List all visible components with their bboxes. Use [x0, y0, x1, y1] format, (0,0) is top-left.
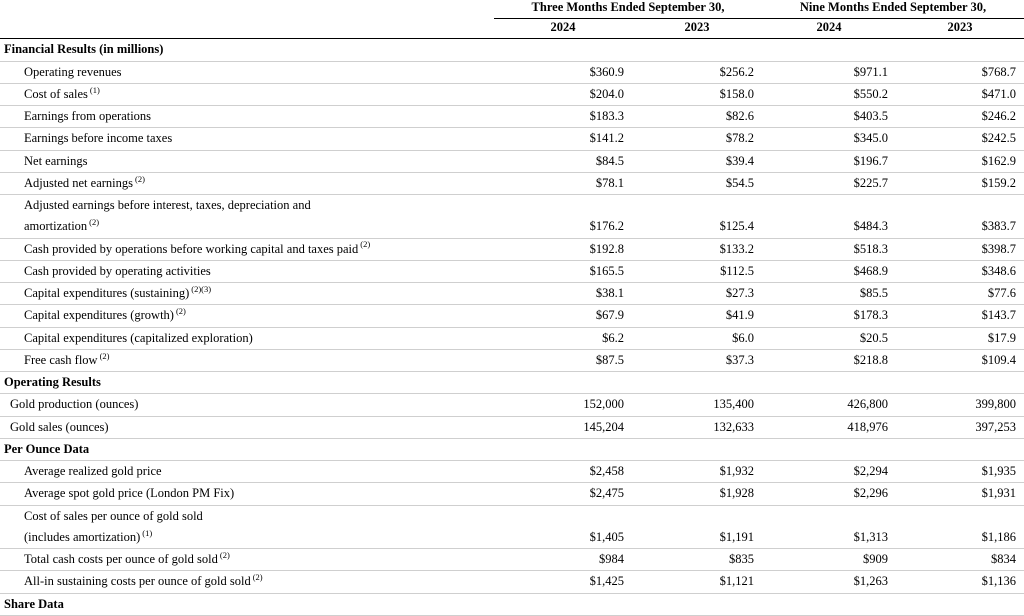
row-value: $176.2 [494, 216, 632, 238]
table-row [0, 305, 1024, 327]
row-label-text: Cash provided by operations before working capital and taxes paid [24, 241, 359, 256]
row-label-text: amortization [24, 219, 88, 234]
row-value: $82.6 [632, 106, 762, 128]
footnote-marker: (2) [175, 306, 186, 317]
row-value: $484.3 [762, 216, 896, 238]
row-label-text: Capital expenditures (capitalized exploration) [24, 330, 253, 345]
row-value: $1,313 [762, 527, 896, 549]
row-value: $125.4 [632, 216, 762, 238]
row-value: $27.3 [632, 283, 762, 305]
footnote-marker: (1) [89, 84, 100, 95]
row-value: 426,800 [762, 394, 896, 416]
row-label [0, 195, 494, 217]
row-label-text: (includes amortization) [24, 529, 141, 544]
row-value: $143.7 [896, 305, 1024, 327]
table-row [0, 327, 1024, 349]
row-label-text: Net earnings [24, 153, 88, 168]
table-row [0, 106, 1024, 128]
row-value [896, 505, 1024, 527]
row-value [632, 505, 762, 527]
row-value [896, 195, 1024, 217]
row-value: $20.5 [762, 327, 896, 349]
section-title-share-data: Share Data [0, 593, 1024, 615]
row-value: $112.5 [632, 260, 762, 282]
row-value: $133.2 [632, 238, 762, 260]
row-label-text: Capital expenditures (sustaining) [24, 286, 190, 300]
row-label [0, 527, 494, 549]
row-value [494, 505, 632, 527]
row-value: $85.5 [762, 283, 896, 305]
row-value: 397,253 [896, 416, 1024, 438]
row-value: $1,263 [762, 571, 896, 593]
footnote-marker: (2) [219, 549, 230, 560]
row-value: $192.8 [494, 238, 632, 260]
row-value: $1,928 [632, 483, 762, 505]
row-label [0, 505, 494, 527]
row-value: $1,931 [896, 483, 1024, 505]
table-row-continuation [0, 195, 1024, 217]
row-value: $1,425 [494, 571, 632, 593]
row-label-text: Free cash flow [24, 352, 98, 367]
row-value: $77.6 [896, 283, 1024, 305]
row-value: $518.3 [762, 238, 896, 260]
section-title-operating-results: Operating Results [0, 372, 1024, 394]
row-value: $109.4 [896, 349, 1024, 371]
header-nine-months: Nine Months Ended September 30, [762, 0, 1024, 18]
row-value: $1,186 [896, 527, 1024, 549]
row-value: $1,932 [632, 461, 762, 483]
table-row [0, 571, 1024, 593]
table-row [0, 238, 1024, 260]
row-value: 135,400 [632, 394, 762, 416]
table-row [0, 527, 1024, 549]
row-label-text: Earnings before income taxes [24, 131, 173, 146]
row-label-text: Earnings from operations [24, 109, 152, 123]
header-blank-cell [0, 0, 494, 18]
row-value: $1,405 [494, 527, 632, 549]
row-value: $67.9 [494, 305, 632, 327]
row-value: $84.5 [494, 150, 632, 172]
row-value [494, 195, 632, 217]
row-value: $1,935 [896, 461, 1024, 483]
row-value: $165.5 [494, 260, 632, 282]
row-value: $87.5 [494, 349, 632, 371]
row-value: $78.2 [632, 128, 762, 150]
table-row [0, 128, 1024, 150]
row-label [0, 260, 494, 282]
row-value: $1,136 [896, 571, 1024, 593]
row-value: $2,458 [494, 461, 632, 483]
footnote-marker: (2)(3) [191, 283, 212, 294]
row-value [762, 195, 896, 217]
table-row [0, 349, 1024, 371]
row-label [0, 305, 494, 327]
row-value: $398.7 [896, 238, 1024, 260]
section-header-row [0, 593, 1024, 615]
table-row [0, 61, 1024, 83]
row-label-text: Cost of sales per ounce of gold sold [24, 508, 203, 523]
table-row [0, 549, 1024, 571]
row-label [0, 128, 494, 150]
row-value: $158.0 [632, 83, 762, 105]
row-value: $183.3 [494, 106, 632, 128]
row-label-text: All-in sustaining costs per ounce of gold sold [24, 574, 251, 589]
row-label [0, 461, 494, 483]
row-label [0, 483, 494, 505]
row-value: $196.7 [762, 150, 896, 172]
row-value: $204.0 [494, 83, 632, 105]
table-row [0, 83, 1024, 105]
row-value: $909 [762, 549, 896, 571]
row-value: 152,000 [494, 394, 632, 416]
row-value: $984 [494, 549, 632, 571]
row-value: 132,633 [632, 416, 762, 438]
header-three-months: Three Months Ended September 30, [494, 0, 762, 18]
footnote-marker: (2) [360, 239, 371, 250]
row-value: $39.4 [632, 150, 762, 172]
row-label-text: Average spot gold price (London PM Fix) [24, 486, 235, 501]
row-value: $348.6 [896, 260, 1024, 282]
row-label-text: Adjusted earnings before interest, taxes, depreciation and [24, 198, 311, 212]
row-label [0, 394, 494, 416]
section-header-row [0, 438, 1024, 460]
row-value: $345.0 [762, 128, 896, 150]
row-value: 418,976 [762, 416, 896, 438]
row-value: $2,475 [494, 483, 632, 505]
row-label-text: Cash provided by operating activities [24, 263, 211, 278]
row-label [0, 238, 494, 260]
section-title-per-ounce-data: Per Ounce Data [0, 438, 1024, 460]
row-value: $2,294 [762, 461, 896, 483]
row-label-text: Gold sales (ounces) [10, 419, 109, 434]
section-header-row [0, 39, 1024, 61]
table-row [0, 216, 1024, 238]
row-value: $6.0 [632, 327, 762, 349]
row-value: $550.2 [762, 83, 896, 105]
row-label-text: Capital expenditures (growth) [24, 308, 174, 323]
table-row [0, 394, 1024, 416]
row-label [0, 571, 494, 593]
row-value: $225.7 [762, 172, 896, 194]
row-label [0, 349, 494, 371]
row-label [0, 416, 494, 438]
row-value: $834 [896, 549, 1024, 571]
header-year-q-2024: 2024 [494, 18, 632, 39]
row-label [0, 106, 494, 128]
table-header-group-row [0, 0, 1024, 18]
table-row [0, 172, 1024, 194]
section-header-row [0, 372, 1024, 394]
row-value: $141.2 [494, 128, 632, 150]
row-label-text: Total cash costs per ounce of gold sold [24, 552, 218, 566]
row-value: $468.9 [762, 260, 896, 282]
row-value: $360.9 [494, 61, 632, 83]
row-value [632, 195, 762, 217]
table-body [0, 39, 1024, 616]
row-label-text: Cost of sales [24, 86, 88, 101]
table-header-year-row [0, 18, 1024, 39]
row-label [0, 83, 494, 105]
row-value: $54.5 [632, 172, 762, 194]
row-value: $383.7 [896, 216, 1024, 238]
header-year-n-2023: 2023 [896, 18, 1024, 39]
row-label [0, 549, 494, 571]
row-value: $403.5 [762, 106, 896, 128]
row-label [0, 216, 494, 238]
footnote-marker: (2) [99, 350, 110, 361]
footnote-marker: (2) [135, 173, 145, 184]
row-label [0, 283, 494, 305]
row-label-text: Average realized gold price [24, 464, 162, 478]
row-value: $6.2 [494, 327, 632, 349]
row-value: $1,121 [632, 571, 762, 593]
table-row-continuation [0, 505, 1024, 527]
table-row [0, 260, 1024, 282]
header-blank-cell-2 [0, 18, 494, 39]
row-label-text: Adjusted net earnings [24, 175, 134, 190]
section-title-financial-results: Financial Results (in millions) [0, 39, 1024, 61]
row-label [0, 327, 494, 349]
header-year-n-2024: 2024 [762, 18, 896, 39]
row-value: $2,296 [762, 483, 896, 505]
footnote-marker: (2) [252, 572, 263, 583]
row-value: 145,204 [494, 416, 632, 438]
row-value: $78.1 [494, 172, 632, 194]
header-year-q-2023: 2023 [632, 18, 762, 39]
row-value: $17.9 [896, 327, 1024, 349]
row-value: $162.9 [896, 150, 1024, 172]
row-label [0, 150, 494, 172]
footnote-marker: (2) [89, 217, 100, 228]
row-value: $37.3 [632, 349, 762, 371]
row-value: $41.9 [632, 305, 762, 327]
row-value: $971.1 [762, 61, 896, 83]
row-value: $1,191 [632, 527, 762, 549]
row-value: $768.7 [896, 61, 1024, 83]
row-label [0, 61, 494, 83]
table-row [0, 483, 1024, 505]
row-value [762, 505, 896, 527]
row-value: $246.2 [896, 106, 1024, 128]
row-value: $471.0 [896, 83, 1024, 105]
row-label-text: Gold production (ounces) [10, 397, 139, 412]
row-value: $38.1 [494, 283, 632, 305]
row-value: $159.2 [896, 172, 1024, 194]
table-row [0, 283, 1024, 305]
table-row [0, 416, 1024, 438]
table-row [0, 461, 1024, 483]
row-label [0, 172, 494, 194]
row-value: $835 [632, 549, 762, 571]
row-label-text: Operating revenues [24, 64, 122, 79]
row-value: $178.3 [762, 305, 896, 327]
row-value: 399,800 [896, 394, 1024, 416]
row-value: $242.5 [896, 128, 1024, 150]
row-value: $218.8 [762, 349, 896, 371]
row-value: $256.2 [632, 61, 762, 83]
footnote-marker: (1) [142, 527, 153, 538]
table-row [0, 150, 1024, 172]
